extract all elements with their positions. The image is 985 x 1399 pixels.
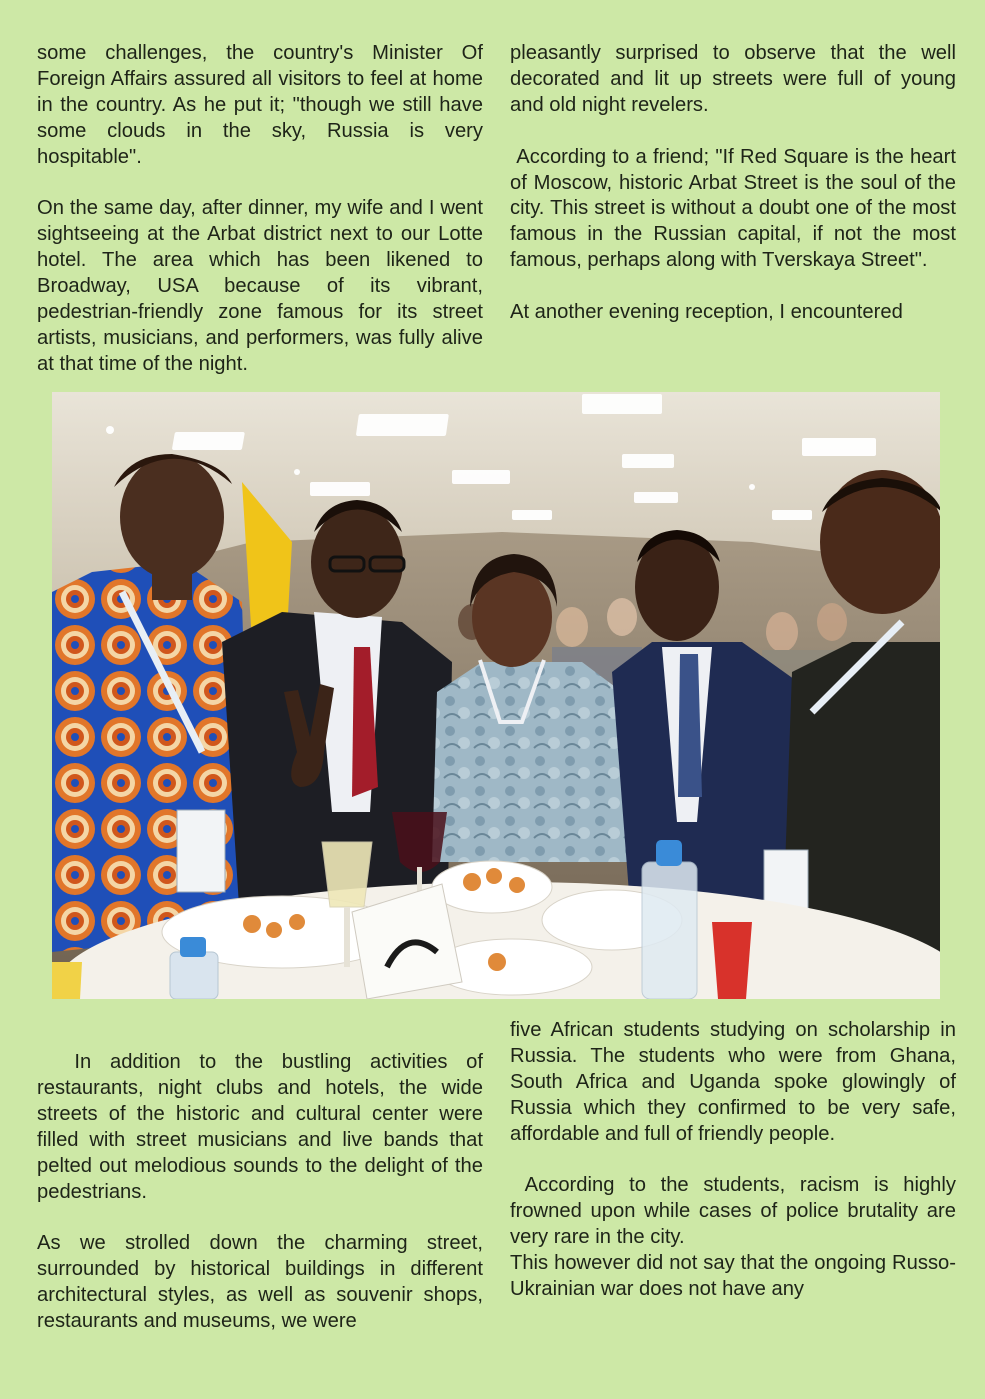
article-column-top-right	[510, 41, 956, 326]
article-column-bottom-right	[510, 1018, 956, 1303]
paragraph: This however did not say that the ongoing Russo-Ukrainian war does not have any	[510, 1252, 956, 1301]
paragraph: pleasantly surprised to observe that the well decorated and lit up streets were full of young and old night revelers.	[510, 42, 956, 116]
paragraph: On the same day, after dinner, my wife and I went sightseeing at the Arbat district next to our Lotte hotel. The area which has been likened to Broadway, USA because of its vibrant, pedestrian-friendly zone famous for its street artists, musicians, and performers, was fully alive at that time of the night.	[37, 197, 483, 375]
paragraph: In addition to the bustling activities of restaurants, night clubs and hotels, the wide streets of the historic and cultural center were filled with street musicians and live bands that pelted out melodious sounds to the delight of the pedestrians.	[37, 1051, 483, 1203]
paragraph: According to a friend; "If Red Square is the heart of Moscow, historic Arbat Street is the soul of the city. This street is without a doubt one of the most famous in the Russian capital, if not the most famous, perhaps along with Tverskaya Street".	[510, 145, 956, 272]
paragraph: some challenges, the country's Minister Of Foreign Affairs assured all visitors to feel at home in the country. As he put it; "though we still have some clouds in the sky, Russia is very hospitable".	[37, 42, 483, 168]
paragraph: At another evening reception, I encountered	[510, 301, 903, 324]
paragraph: According to the students, racism is highly frowned upon while cases of police brutality are very rare in the city.	[510, 1174, 956, 1249]
article-column-top-left	[37, 41, 483, 378]
paragraph: five African students studying on scholarship in Russia. The students who were from Ghana, South Africa and Uganda spoke glowingly of Russia which they confirmed to be very safe, affordable and full of friendly people.	[510, 1019, 956, 1145]
paragraph: As we strolled down the charming street, surrounded by historical buildings in different architectural styles, as well as souvenir shops, restaurants and museums, we were	[37, 1232, 483, 1333]
article-column-bottom-left	[37, 1050, 483, 1335]
reception-group-photo	[52, 392, 940, 999]
